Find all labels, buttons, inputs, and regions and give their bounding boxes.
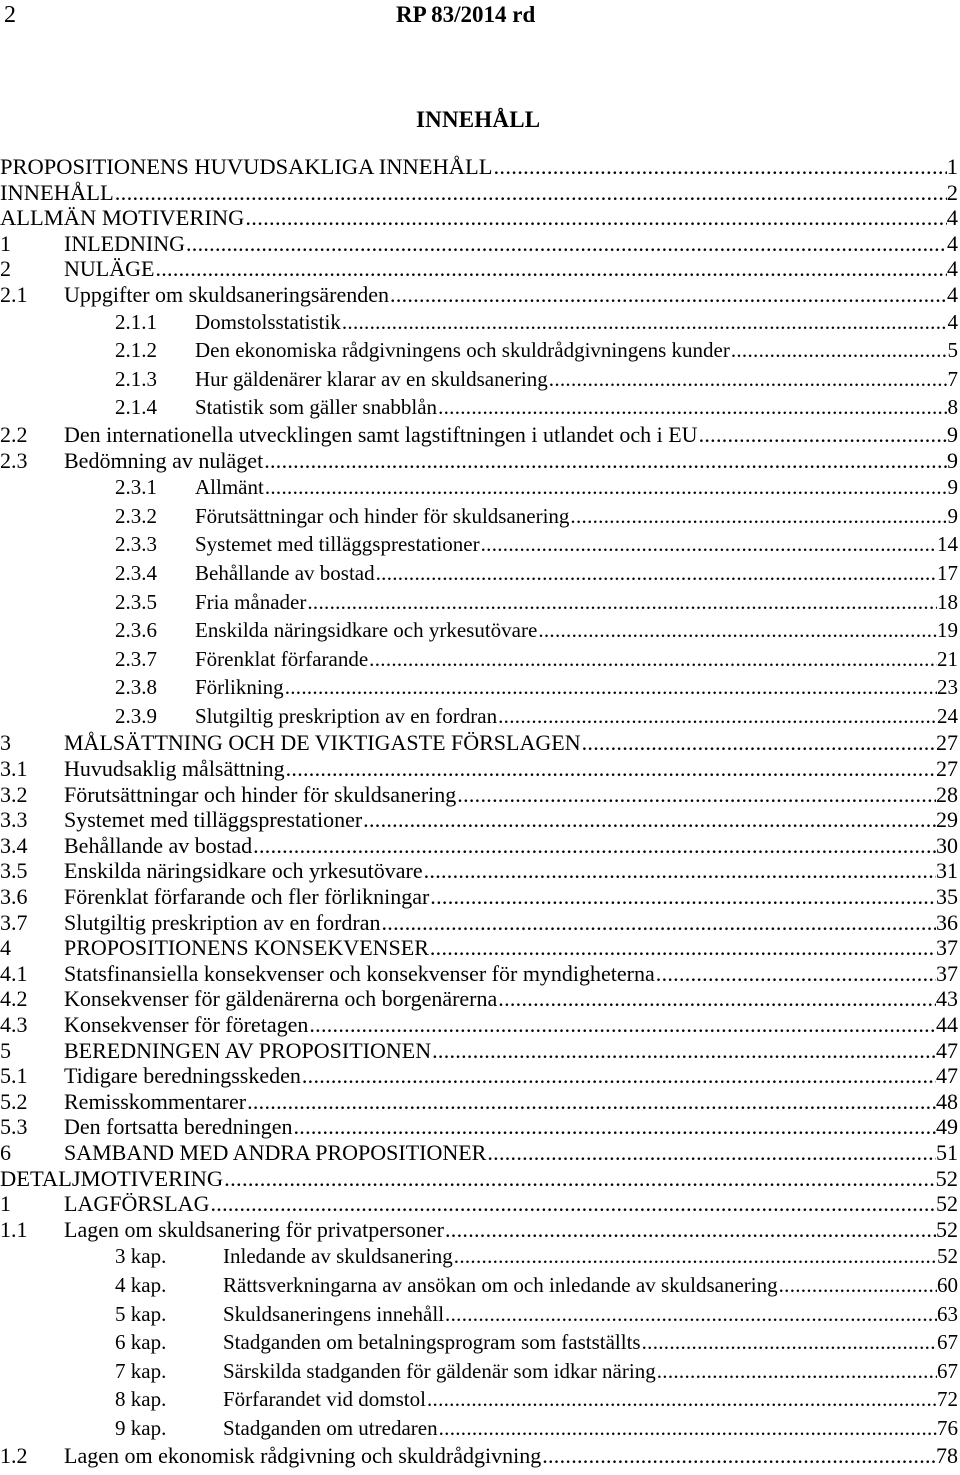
toc-entry[interactable] [0, 205, 958, 231]
dot-leader [537, 616, 937, 645]
dot-leader [301, 1063, 936, 1089]
toc-entry[interactable] [0, 1140, 958, 1166]
dot-leader [209, 1191, 936, 1217]
toc-entry-number: 2.3.4 [115, 560, 157, 585]
dot-leader [252, 833, 936, 859]
toc-entry-number: 3.5 [0, 858, 28, 884]
toc-entry-title: Huvudsaklig målsättning [64, 756, 285, 782]
dot-leader [641, 1328, 937, 1357]
toc-entry-page: 4 [947, 256, 958, 282]
dot-leader [264, 473, 948, 502]
toc-entry-number: 7 kap. [115, 1358, 167, 1383]
toc-entry-page: 37 [936, 960, 958, 986]
toc-entry-number: 3 kap. [115, 1244, 167, 1269]
toc-entry-title: Remisskommentarer [64, 1088, 247, 1114]
toc-entry[interactable] [0, 448, 958, 474]
dot-leader [389, 282, 947, 308]
toc-entry-title: INNEHÅLL [0, 179, 114, 205]
dot-leader [375, 559, 937, 588]
toc-entry[interactable] [0, 588, 958, 617]
toc-entry-title: Fria månader [195, 589, 307, 614]
toc-entry[interactable] [0, 530, 958, 559]
toc-entry[interactable] [0, 256, 958, 282]
dot-leader [698, 422, 947, 448]
toc-entry-page: 67 [937, 1358, 958, 1383]
toc-entry-title: Domstolsstatistik [195, 309, 341, 334]
dot-leader [362, 807, 936, 833]
toc-entry-title: Enskilda näringsidkare och yrkesutövare [195, 618, 538, 643]
table-of-contents [0, 154, 958, 1468]
toc-entry-title: BEREDNINGEN AV PROPOSITIONEN [64, 1037, 432, 1063]
toc-entry[interactable] [0, 782, 958, 808]
toc-entry-number: 3 [0, 730, 11, 756]
toc-entry-page: 4 [947, 309, 958, 334]
toc-entry[interactable] [0, 910, 958, 936]
dot-leader [368, 645, 937, 674]
toc-entry-number: 3.3 [0, 807, 28, 833]
toc-entry-number: 2.3.5 [115, 589, 157, 614]
toc-entry-number: 3.7 [0, 909, 28, 935]
toc-entry[interactable] [0, 1191, 958, 1217]
toc-entry-title: Stadganden om utredaren [223, 1415, 438, 1440]
toc-entry-title: Förfarandet vid domstol [223, 1387, 426, 1412]
dot-leader [444, 1300, 937, 1329]
toc-entry-title: Slutgiltig preskription av en fordran [195, 703, 498, 728]
toc-entry-title: Stadganden om betalningsprogram som fastställts [223, 1330, 641, 1355]
dot-leader [185, 231, 947, 257]
dot-leader [486, 1140, 936, 1166]
dot-leader [308, 1012, 936, 1038]
toc-entry[interactable] [0, 1038, 958, 1064]
toc-entry-number: 2 [0, 256, 11, 282]
toc-entry[interactable] [0, 1114, 958, 1140]
toc-entry-number: 5 [0, 1037, 11, 1063]
toc-entry-number: 2.3.3 [115, 532, 157, 557]
toc-entry-page: 8 [947, 395, 958, 420]
toc-entry[interactable] [0, 1300, 958, 1329]
dot-leader [381, 910, 937, 936]
toc-entry-title: Förutsättningar och hinder för skuldsanering [195, 503, 570, 528]
toc-entry[interactable] [0, 884, 958, 910]
toc-entry-page: 47 [936, 1037, 958, 1063]
toc-entry-page: 27 [936, 730, 958, 756]
dot-leader [655, 961, 936, 987]
toc-entry[interactable] [0, 502, 958, 531]
toc-entry-number: 2.1.3 [115, 366, 157, 391]
dot-leader [244, 205, 946, 231]
toc-entry[interactable] [0, 673, 958, 702]
toc-entry[interactable] [0, 1271, 958, 1300]
toc-entry[interactable] [0, 1357, 958, 1386]
toc-entry-page: 52 [936, 1216, 958, 1242]
toc-entry-title: Statsfinansiella konsekvenser och konsekvenser för myndigheterna [64, 960, 655, 986]
dot-leader [429, 884, 936, 910]
toc-entry[interactable] [0, 986, 958, 1012]
dot-leader [431, 1038, 936, 1064]
toc-entry-page: 49 [936, 1114, 958, 1140]
dot-leader [541, 1443, 936, 1469]
toc-entry[interactable] [0, 702, 958, 731]
toc-entry-page: 9 [947, 421, 958, 447]
toc-entry-page: 47 [936, 1063, 958, 1089]
toc-entry-title: Den ekonomiska rådgivningens och skuldrådgivningens kunder [195, 338, 730, 363]
toc-entry-number: 2.3.8 [115, 675, 157, 700]
toc-entry[interactable] [0, 154, 958, 180]
toc-entry-number: 4 kap. [115, 1272, 167, 1297]
toc-entry-number: 1 [0, 230, 11, 256]
toc-entry-number: 1.2 [0, 1442, 28, 1468]
toc-entry[interactable] [0, 365, 958, 394]
toc-entry-title: Behållande av bostad [64, 832, 253, 858]
dot-leader [306, 588, 937, 617]
toc-entry-page: 30 [936, 832, 958, 858]
toc-entry-page: 43 [936, 986, 958, 1012]
toc-entry-page: 7 [947, 366, 958, 391]
toc-entry-page: 4 [947, 281, 958, 307]
dot-leader [426, 1385, 937, 1414]
toc-entry-page: 52 [936, 1191, 958, 1217]
document-id: RP 83/2014 rd [396, 2, 536, 27]
toc-entry[interactable] [0, 730, 958, 756]
toc-entry-number: 3.2 [0, 781, 28, 807]
toc-entry-title: Systemet med tilläggsprestationer [64, 807, 363, 833]
toc-entry-title: Uppgifter om skuldsaneringsärenden [64, 281, 390, 307]
toc-entry[interactable] [0, 1328, 958, 1357]
toc-entry-title: Slutgiltig preskription av en fordran [64, 909, 381, 935]
toc-entry[interactable] [0, 756, 958, 782]
toc-entry-page: 78 [936, 1442, 958, 1468]
toc-entry-title: ALLMÄN MOTIVERING [0, 205, 245, 231]
toc-entry[interactable] [0, 807, 958, 833]
dot-leader [453, 1242, 937, 1271]
toc-entry-title: Konsekvenser för gäldenärerna och borgenärerna [64, 986, 498, 1012]
toc-entry[interactable] [0, 393, 958, 422]
toc-entry-page: 9 [947, 447, 958, 473]
toc-entry-page: 9 [947, 475, 958, 500]
dot-leader [480, 530, 937, 559]
toc-entry-page: 63 [937, 1301, 958, 1326]
toc-entry-number: 4.2 [0, 986, 28, 1012]
toc-entry-number: 4.1 [0, 960, 28, 986]
toc-entry-page: 23 [937, 675, 958, 700]
toc-entry-number: 2.3.9 [115, 703, 157, 728]
toc-entry-title: SAMBAND MED ANDRA PROPOSITIONER [64, 1139, 487, 1165]
toc-entry[interactable] [0, 231, 958, 257]
toc-entry-title: Lagen om ekonomisk rådgivning och skuldrådgivning [64, 1442, 542, 1468]
toc-entry[interactable] [0, 1385, 958, 1414]
toc-entry-title: Tidigare beredningsskeden [64, 1063, 301, 1089]
toc-entry-page: 51 [936, 1139, 958, 1165]
toc-entry-number: 5.2 [0, 1088, 28, 1114]
toc-entry[interactable] [0, 180, 958, 206]
toc-entry-title: Hur gäldenärer klarar av en skuldsanering [195, 366, 548, 391]
toc-entry-number: 6 [0, 1139, 11, 1165]
toc-entry-number: 9 kap. [115, 1415, 167, 1440]
dot-leader [429, 935, 936, 961]
toc-entry-page: 52 [937, 1244, 958, 1269]
toc-entry-number: 2.1.2 [115, 338, 157, 363]
toc-entry-title: Inledande av skuldsanering [223, 1244, 453, 1269]
toc-entry[interactable] [0, 616, 958, 645]
toc-entry[interactable] [0, 833, 958, 859]
toc-entry-number: 6 kap. [115, 1330, 167, 1355]
toc-entry-number: 8 kap. [115, 1387, 167, 1412]
toc-entry-page: 24 [937, 703, 958, 728]
toc-entry-page: 27 [936, 756, 958, 782]
toc-entry-title: Konsekvenser för företagen [64, 1012, 309, 1037]
toc-entry-page: 35 [936, 884, 958, 910]
toc-entry-number: 2.1.4 [115, 395, 157, 420]
toc-entry-page: 31 [936, 858, 958, 884]
dot-leader [497, 702, 937, 731]
toc-entry-title: Rättsverkningarna av ansökan om och inledande av skuldsanering [223, 1272, 778, 1297]
toc-entry-number: 3.4 [0, 832, 28, 858]
toc-heading: INNEHÅLL [416, 107, 541, 132]
dot-leader [493, 154, 947, 180]
toc-entry-page: 37 [936, 935, 958, 961]
toc-entry-title: INLEDNING [64, 230, 185, 256]
toc-entry[interactable] [0, 336, 958, 365]
toc-entry-page: 21 [937, 646, 958, 671]
toc-entry[interactable] [0, 422, 958, 448]
toc-entry-page: 17 [937, 560, 958, 585]
toc-entry-page: 5 [947, 338, 958, 363]
toc-entry-title: Den fortsatta beredningen [64, 1114, 293, 1140]
toc-entry[interactable] [0, 1063, 958, 1089]
toc-entry[interactable] [0, 1443, 958, 1469]
toc-entry[interactable] [0, 1089, 958, 1115]
toc-entry-title: Systemet med tilläggsprestationer [195, 532, 480, 557]
dot-leader [569, 502, 947, 531]
toc-entry-number: 3.6 [0, 884, 28, 910]
toc-entry-number: 2.3.6 [115, 618, 157, 643]
dot-leader [341, 308, 948, 337]
dot-leader [292, 1114, 936, 1140]
toc-entry-number: 2.3 [0, 447, 28, 473]
toc-entry[interactable] [0, 645, 958, 674]
toc-entry-number: 1 [0, 1191, 11, 1217]
toc-entry-page: 19 [937, 618, 958, 643]
toc-entry-title: Förutsättningar och hinder för skuldsanering [64, 781, 457, 807]
toc-entry-page: 29 [936, 807, 958, 833]
dot-leader [154, 256, 947, 282]
dot-leader [223, 1166, 935, 1192]
toc-entry[interactable] [0, 935, 958, 961]
toc-entry-page: 48 [936, 1088, 958, 1114]
toc-entry-number: 2.3.1 [115, 475, 157, 500]
dot-leader [548, 365, 948, 394]
dot-leader [456, 782, 936, 808]
toc-entry-page: 4 [947, 230, 958, 256]
toc-entry-number: 2.3.7 [115, 646, 157, 671]
dot-leader [423, 858, 936, 884]
toc-entry-title: Förenklat förfarande [195, 646, 369, 671]
toc-entry-page: 4 [946, 205, 958, 231]
dot-leader [438, 1414, 937, 1443]
dot-leader [497, 986, 936, 1012]
toc-entry-number: 2.1.1 [115, 309, 157, 334]
toc-entry[interactable] [0, 1217, 958, 1243]
dot-leader [581, 730, 936, 756]
toc-entry-page: 60 [937, 1272, 958, 1297]
toc-entry-title: Särskilda stadganden för gäldenär som idkar näring [223, 1358, 656, 1383]
toc-entry[interactable] [0, 858, 958, 884]
dot-leader [730, 336, 948, 365]
dot-leader [444, 1217, 936, 1243]
dot-leader [246, 1089, 936, 1115]
toc-entry-page: 18 [937, 589, 958, 614]
toc-entry[interactable] [0, 473, 958, 502]
toc-entry-number: 5.1 [0, 1063, 28, 1089]
toc-entry-page: 14 [937, 532, 958, 557]
toc-entry[interactable] [0, 1012, 958, 1038]
toc-entry-page: 9 [947, 503, 958, 528]
dot-leader [263, 448, 947, 474]
toc-entry-page: 28 [936, 781, 958, 807]
toc-entry-number: 1.1 [0, 1216, 28, 1242]
toc-entry-page: 2 [946, 179, 958, 205]
toc-entry-title: LAGFÖRSLAG [64, 1191, 210, 1217]
toc-entry-title: Behållande av bostad [195, 560, 375, 585]
toc-entry-page: 67 [937, 1330, 958, 1355]
toc-entry-title: Den internationella utvecklingen samt lagstiftningen i utlandet och i EU [64, 421, 698, 447]
toc-entry-title: DETALJMOTIVERING [0, 1165, 224, 1191]
toc-entry-page: 44 [936, 1012, 958, 1037]
toc-entry-number: 2.1 [0, 281, 28, 307]
toc-entry-title: Allmänt [195, 475, 264, 500]
toc-entry[interactable] [0, 559, 958, 588]
toc-entry-title: PROPOSITIONENS HUVUDSAKLIGA INNEHÅLL [0, 154, 493, 179]
toc-entry-page: 1 [946, 154, 958, 179]
toc-entry[interactable] [0, 961, 958, 987]
toc-entry-title: PROPOSITIONENS KONSEKVENSER [64, 935, 429, 961]
toc-entry[interactable] [0, 308, 958, 337]
dot-leader [114, 180, 947, 206]
toc-entry-number: 3.1 [0, 756, 28, 782]
dot-leader [437, 393, 947, 422]
toc-entry-number: 2.2 [0, 421, 28, 447]
toc-entry-title: Bedömning av nuläget [64, 447, 264, 473]
toc-entry[interactable] [0, 1414, 958, 1443]
toc-entry-title: Förlikning [195, 675, 284, 700]
dot-leader [778, 1271, 937, 1300]
toc-entry-title: MÅLSÄTTNING OCH DE VIKTIGASTE FÖRSLAGEN [64, 730, 581, 756]
toc-entry[interactable] [0, 282, 958, 308]
dot-leader [285, 756, 936, 782]
toc-entry-title: Statistik som gäller snabblån [195, 395, 438, 420]
toc-entry-number: 4 [0, 935, 11, 961]
toc-entry-title: Lagen om skuldsanering för privatpersoner [64, 1216, 444, 1242]
toc-entry-page: 52 [935, 1165, 958, 1191]
toc-entry-number: 2.3.2 [115, 503, 157, 528]
toc-entry-page: 72 [937, 1387, 958, 1412]
dot-leader [656, 1357, 937, 1386]
toc-entry-title: Enskilda näringsidkare och yrkesutövare [64, 858, 423, 884]
toc-entry[interactable] [0, 1166, 958, 1192]
toc-entry-number: 4.3 [0, 1012, 28, 1037]
toc-entry-title: Förenklat förfarande och fler förlikningar [64, 884, 430, 910]
toc-entry-number: 5.3 [0, 1114, 28, 1140]
toc-entry-number: 5 kap. [115, 1301, 167, 1326]
dot-leader [284, 673, 937, 702]
toc-entry-page: 36 [936, 909, 958, 935]
toc-entry-title: Skuldsaneringens innehåll [223, 1301, 445, 1326]
page-number: 2 [4, 2, 16, 28]
toc-entry-page: 76 [937, 1415, 958, 1440]
toc-entry-title: NULÄGE [64, 256, 155, 282]
toc-entry[interactable] [0, 1242, 958, 1271]
